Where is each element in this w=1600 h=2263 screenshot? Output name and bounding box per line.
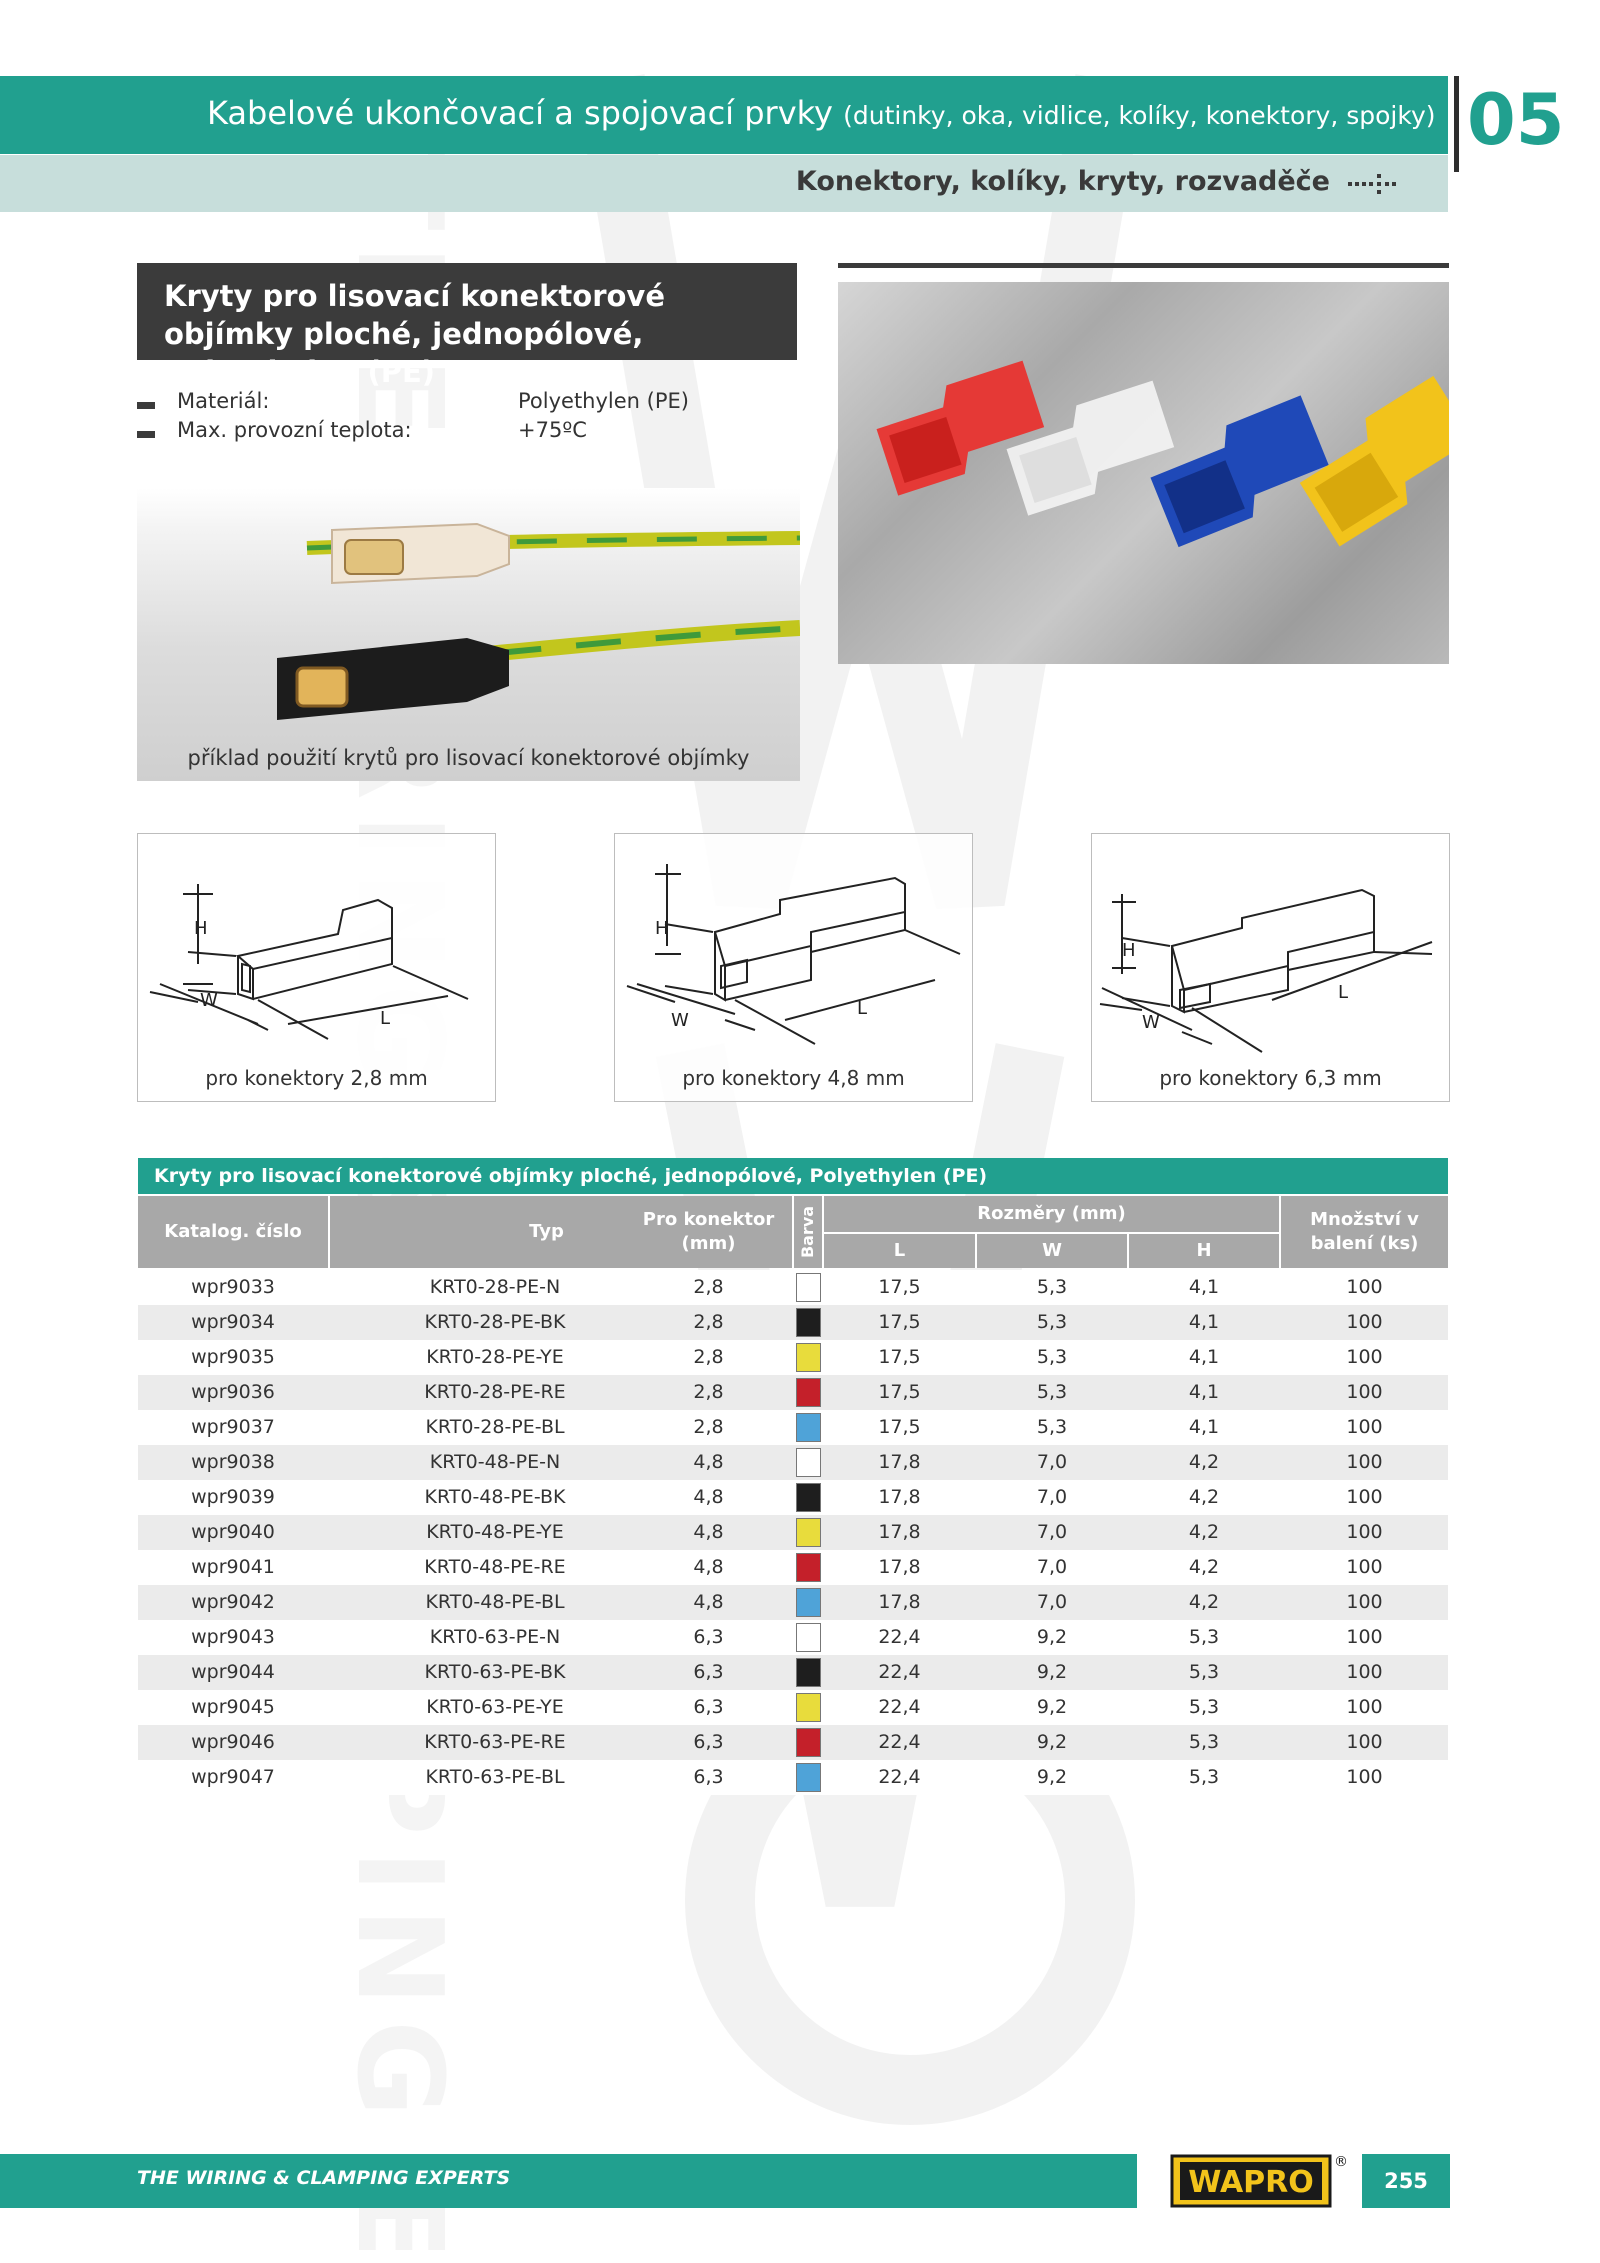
table-row xyxy=(138,1585,1448,1620)
table-row xyxy=(138,1305,1448,1340)
section-title-box xyxy=(137,263,797,389)
dimension-drawing-2-8 xyxy=(138,834,495,1064)
color-swatch xyxy=(796,1448,821,1477)
cell-connector: 4,8 xyxy=(693,1591,724,1613)
cell-w: 9,2 xyxy=(1036,1661,1068,1683)
header-catalog: Katalog. číslo xyxy=(138,1196,328,1268)
label-w: W xyxy=(200,990,218,1011)
cell-catalog: wpr9042 xyxy=(191,1591,275,1613)
cell-h: 4,2 xyxy=(1188,1451,1220,1473)
cell-connector: 4,8 xyxy=(693,1521,724,1543)
header-w: W xyxy=(977,1234,1127,1268)
dimension-drawing-6-3 xyxy=(1092,834,1449,1064)
table-header xyxy=(138,1196,1448,1268)
cell-h: 4,1 xyxy=(1188,1416,1220,1438)
label-h: H xyxy=(655,918,669,939)
cell-w: 5,3 xyxy=(1036,1311,1068,1333)
cell-connector: 2,8 xyxy=(693,1276,724,1298)
registered-mark: ® xyxy=(1334,2154,1348,2170)
cell-l: 22,4 xyxy=(878,1661,921,1683)
cell-catalog: wpr9041 xyxy=(191,1556,275,1578)
cell-l: 17,5 xyxy=(878,1276,921,1298)
diagram-caption: pro konektory 4,8 mm xyxy=(682,1066,905,1090)
label-w: W xyxy=(1142,1012,1160,1033)
table-row xyxy=(138,1445,1448,1480)
table-title: Kryty pro lisovací konektorové objímky ploché, jednopólové, Polyethylen (PE) xyxy=(138,1158,1448,1194)
cell-l: 22,4 xyxy=(878,1731,921,1753)
cell-catalog: wpr9036 xyxy=(191,1381,275,1403)
table-row xyxy=(138,1375,1448,1410)
cell-h: 5,3 xyxy=(1188,1661,1220,1683)
cell-qty: 100 xyxy=(1346,1451,1383,1473)
cell-type: KRT0-28-PE-BL xyxy=(425,1416,565,1438)
cell-catalog: wpr9046 xyxy=(191,1731,275,1753)
color-swatch xyxy=(796,1763,821,1792)
chapter-number: 05 xyxy=(1467,79,1565,161)
cell-w: 7,0 xyxy=(1036,1556,1068,1578)
header-qty: Množství v balení (ks) xyxy=(1281,1196,1448,1268)
brand-logo xyxy=(1170,2150,1348,2212)
cell-qty: 100 xyxy=(1346,1311,1383,1333)
cell-w: 5,3 xyxy=(1036,1416,1068,1438)
spec-label-temperature: Max. provozní teplota: xyxy=(177,418,412,442)
cell-w: 5,3 xyxy=(1036,1381,1068,1403)
page-title xyxy=(207,94,1436,132)
product-photo xyxy=(838,282,1449,664)
cell-catalog: wpr9044 xyxy=(191,1661,275,1683)
header-type: Typ xyxy=(330,1196,763,1268)
cell-h: 5,3 xyxy=(1188,1766,1220,1788)
bullet-icon xyxy=(137,402,155,409)
cell-connector: 4,8 xyxy=(693,1486,724,1508)
spec-label-material: Materiál: xyxy=(177,389,270,413)
diagram-6-3 xyxy=(1091,833,1450,1102)
table-row xyxy=(138,1725,1448,1760)
usage-photo-art xyxy=(137,488,800,781)
cell-l: 22,4 xyxy=(878,1626,921,1648)
photo-caption: příklad použití krytů pro lisovací konektorové objímky xyxy=(187,746,750,770)
cell-type: KRT0-28-PE-RE xyxy=(424,1381,566,1403)
color-swatch xyxy=(796,1413,821,1442)
cell-catalog: wpr9033 xyxy=(191,1276,275,1298)
page-subtitle: Konektory, kolíky, kryty, rozvaděče xyxy=(795,166,1330,197)
spec-value-temperature: +75ºC xyxy=(518,418,587,442)
cell-qty: 100 xyxy=(1346,1556,1383,1578)
color-swatch xyxy=(796,1728,821,1757)
table-row xyxy=(138,1620,1448,1655)
cell-w: 5,3 xyxy=(1036,1346,1068,1368)
chapter-divider xyxy=(1454,76,1459,172)
page-title-main: Kabelové ukončovací a spojovací prvky xyxy=(207,94,833,132)
cell-w: 9,2 xyxy=(1036,1731,1068,1753)
cell-type: KRT0-28-PE-N xyxy=(429,1276,561,1298)
cell-qty: 100 xyxy=(1346,1731,1383,1753)
cell-w: 7,0 xyxy=(1036,1451,1068,1473)
header-color xyxy=(794,1196,822,1268)
label-l: L xyxy=(857,998,868,1019)
cell-qty: 100 xyxy=(1346,1521,1383,1543)
cell-w: 9,2 xyxy=(1036,1766,1068,1788)
table-row xyxy=(138,1410,1448,1445)
header-l: L xyxy=(824,1234,975,1268)
cell-l: 17,5 xyxy=(878,1416,921,1438)
label-l: L xyxy=(380,1008,391,1029)
cell-type: KRT0-48-PE-BK xyxy=(424,1486,566,1508)
cell-catalog: wpr9035 xyxy=(191,1346,275,1368)
color-swatch xyxy=(796,1378,821,1407)
table-row xyxy=(138,1480,1448,1515)
cell-catalog: wpr9040 xyxy=(191,1521,275,1543)
diagram-2-8 xyxy=(137,833,496,1102)
bullet-icon xyxy=(137,431,155,438)
header-color-label: Barva xyxy=(798,1205,818,1259)
cell-type: KRT0-48-PE-BL xyxy=(425,1591,565,1613)
color-swatch xyxy=(796,1308,821,1337)
cell-qty: 100 xyxy=(1346,1486,1383,1508)
cell-connector: 6,3 xyxy=(693,1626,724,1648)
header-dims: Rozměry (mm) xyxy=(824,1196,1279,1232)
cell-connector: 6,3 xyxy=(693,1696,724,1718)
cell-type: KRT0-48-PE-N xyxy=(429,1451,561,1473)
cell-type: KRT0-63-PE-N xyxy=(429,1626,561,1648)
table-row xyxy=(138,1760,1448,1795)
color-swatch xyxy=(796,1693,821,1722)
cell-h: 4,1 xyxy=(1188,1346,1220,1368)
cell-catalog: wpr9037 xyxy=(191,1416,275,1438)
table-row xyxy=(138,1655,1448,1690)
cell-h: 5,3 xyxy=(1188,1731,1220,1753)
brand-logo-art xyxy=(1170,2150,1348,2212)
table-row xyxy=(138,1340,1448,1375)
diagram-4-8 xyxy=(614,833,973,1102)
cell-l: 22,4 xyxy=(878,1696,921,1718)
color-swatch xyxy=(796,1343,821,1372)
cell-type: KRT0-63-PE-RE xyxy=(424,1731,566,1753)
cell-connector: 2,8 xyxy=(693,1311,724,1333)
cell-l: 17,5 xyxy=(878,1346,921,1368)
cell-connector: 6,3 xyxy=(693,1731,724,1753)
page-title-sub: (dutinky, oka, vidlice, kolíky, konektory, spojky) xyxy=(843,101,1436,130)
color-swatch xyxy=(796,1483,821,1512)
cell-catalog: wpr9039 xyxy=(191,1486,275,1508)
cell-qty: 100 xyxy=(1346,1766,1383,1788)
dimension-drawing-4-8 xyxy=(615,834,972,1064)
label-h: H xyxy=(1122,940,1136,961)
cell-type: KRT0-28-PE-BK xyxy=(424,1311,566,1333)
cell-h: 4,2 xyxy=(1188,1486,1220,1508)
cell-type: KRT0-63-PE-BK xyxy=(424,1661,566,1683)
cell-l: 17,8 xyxy=(878,1486,921,1508)
table-row xyxy=(138,1270,1448,1305)
cell-connector: 4,8 xyxy=(693,1556,724,1578)
color-swatch xyxy=(796,1588,821,1617)
color-swatch xyxy=(796,1273,821,1302)
cell-w: 7,0 xyxy=(1036,1591,1068,1613)
cell-l: 17,5 xyxy=(878,1311,921,1333)
diagram-caption: pro konektory 6,3 mm xyxy=(1159,1066,1382,1090)
color-swatch xyxy=(796,1623,821,1652)
cell-qty: 100 xyxy=(1346,1416,1383,1438)
cell-connector: 6,3 xyxy=(693,1766,724,1788)
cell-connector: 2,8 xyxy=(693,1346,724,1368)
cell-h: 5,3 xyxy=(1188,1626,1220,1648)
cell-type: KRT0-48-PE-YE xyxy=(426,1521,564,1543)
table-row xyxy=(138,1690,1448,1725)
cell-l: 17,8 xyxy=(878,1556,921,1578)
cell-type: KRT0-48-PE-RE xyxy=(424,1556,566,1578)
cell-w: 9,2 xyxy=(1036,1696,1068,1718)
label-h: H xyxy=(194,918,208,939)
cell-h: 4,1 xyxy=(1188,1381,1220,1403)
cell-w: 9,2 xyxy=(1036,1626,1068,1648)
product-photo-art xyxy=(838,282,1449,664)
photo-top-rule xyxy=(838,263,1449,268)
cell-w: 7,0 xyxy=(1036,1521,1068,1543)
color-swatch xyxy=(796,1658,821,1687)
cell-type: KRT0-63-PE-YE xyxy=(426,1696,564,1718)
table-row xyxy=(138,1550,1448,1585)
cell-h: 4,2 xyxy=(1188,1591,1220,1613)
cell-h: 4,1 xyxy=(1188,1276,1220,1298)
label-w: W xyxy=(671,1010,689,1031)
cell-qty: 100 xyxy=(1346,1591,1383,1613)
cell-qty: 100 xyxy=(1346,1696,1383,1718)
cell-catalog: wpr9047 xyxy=(191,1766,275,1788)
dots-icon xyxy=(1348,172,1404,196)
cell-qty: 100 xyxy=(1346,1346,1383,1368)
cell-connector: 6,3 xyxy=(693,1661,724,1683)
color-swatch xyxy=(796,1518,821,1547)
cell-h: 4,1 xyxy=(1188,1311,1220,1333)
cell-type: KRT0-63-PE-BL xyxy=(425,1766,565,1788)
cell-l: 22,4 xyxy=(878,1766,921,1788)
spec-value-material: Polyethylen (PE) xyxy=(518,389,689,413)
usage-photo xyxy=(137,488,800,781)
cell-qty: 100 xyxy=(1346,1276,1383,1298)
table-row xyxy=(138,1515,1448,1550)
table-body xyxy=(138,1270,1448,1795)
header-connector: Pro konektor (mm) xyxy=(625,1196,792,1268)
cell-h: 4,2 xyxy=(1188,1521,1220,1543)
section-title: Kryty pro lisovací konektorové objímky ploché, jednopólové, Polyethylen (PE) xyxy=(164,279,666,389)
brand-name: WAPRO xyxy=(1188,2165,1314,2200)
cell-l: 17,8 xyxy=(878,1521,921,1543)
cell-connector: 2,8 xyxy=(693,1416,724,1438)
cell-qty: 100 xyxy=(1346,1661,1383,1683)
cell-catalog: wpr9045 xyxy=(191,1696,275,1718)
cell-h: 4,2 xyxy=(1188,1556,1220,1578)
cell-catalog: wpr9043 xyxy=(191,1626,275,1648)
label-l: L xyxy=(1338,982,1349,1003)
cell-type: KRT0-28-PE-YE xyxy=(426,1346,564,1368)
cell-w: 5,3 xyxy=(1036,1276,1068,1298)
footer-slogan: THE WIRING & CLAMPING EXPERTS xyxy=(137,2167,511,2189)
cell-connector: 2,8 xyxy=(693,1381,724,1403)
cell-h: 5,3 xyxy=(1188,1696,1220,1718)
cell-catalog: wpr9034 xyxy=(191,1311,275,1333)
cell-l: 17,8 xyxy=(878,1591,921,1613)
header-h: H xyxy=(1129,1234,1279,1268)
cell-l: 17,5 xyxy=(878,1381,921,1403)
diagram-caption: pro konektory 2,8 mm xyxy=(205,1066,428,1090)
page-number: 255 xyxy=(1384,2169,1428,2193)
cell-catalog: wpr9038 xyxy=(191,1451,275,1473)
cell-w: 7,0 xyxy=(1036,1486,1068,1508)
cell-qty: 100 xyxy=(1346,1626,1383,1648)
cell-connector: 4,8 xyxy=(693,1451,724,1473)
cell-l: 17,8 xyxy=(878,1451,921,1473)
cell-qty: 100 xyxy=(1346,1381,1383,1403)
color-swatch xyxy=(796,1553,821,1582)
